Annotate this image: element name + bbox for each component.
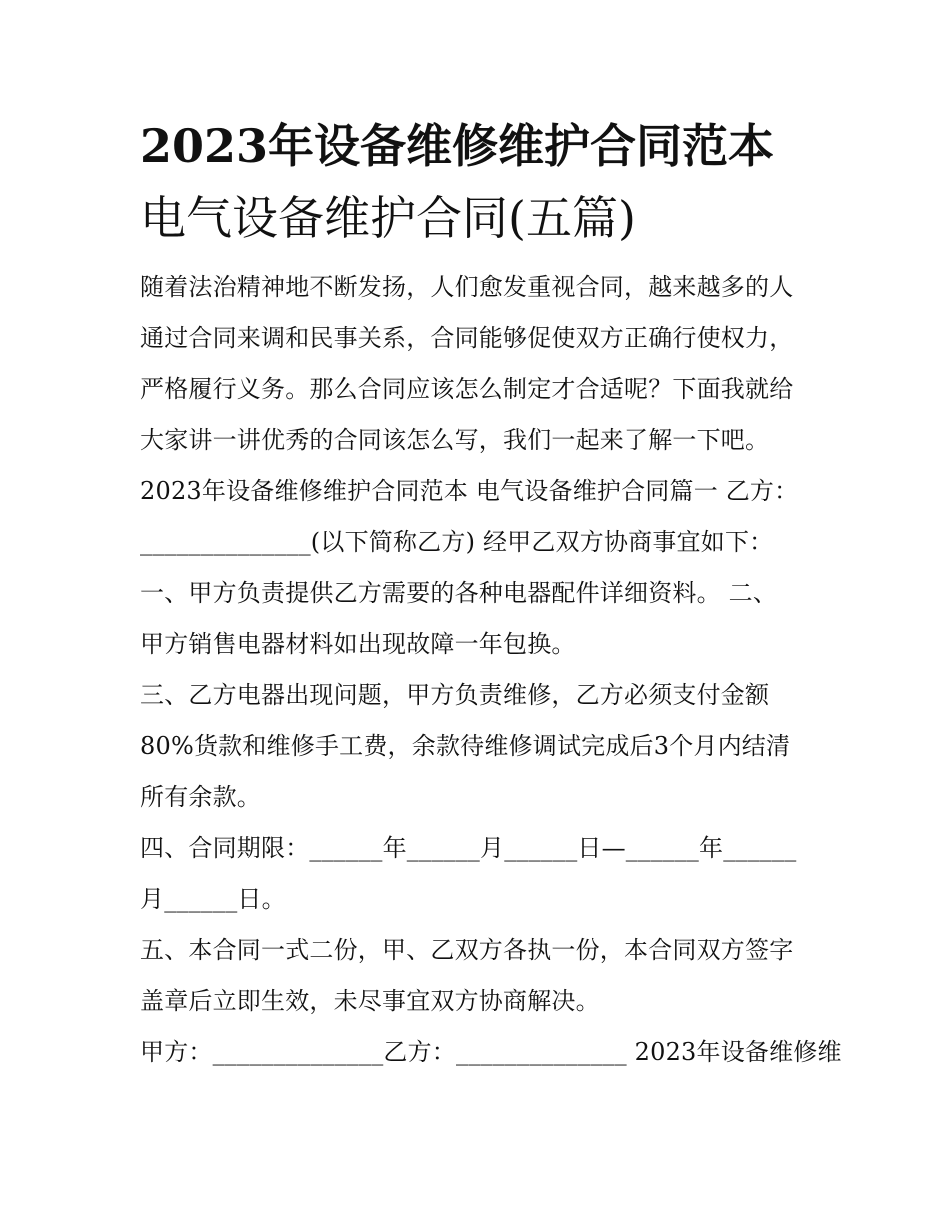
- body-line: 月______日。: [140, 885, 286, 913]
- body-line: 四、合同期限：______年______月______日—______年______: [140, 834, 797, 862]
- body-line: 通过合同来调和民事关系，合同能够促使双方正确行使权力，: [140, 324, 794, 352]
- body-line: 随着法治精神地不断发扬，人们愈发重视合同，越来越多的人: [140, 273, 794, 301]
- document-title: [140, 110, 815, 254]
- body-line: 一、甲方负责提供乙方需要的各种电器配件详细资料。 二、: [140, 579, 778, 607]
- title-line-1: 2023年设备维修维护合同范本: [140, 119, 775, 173]
- document-page: [140, 110, 842, 1078]
- body-line: 甲方：______________乙方：______________ 2023年设备维修维: [140, 1038, 842, 1066]
- body-line: 五、本合同一式二份，甲、乙双方各执一份，本合同双方签字: [140, 936, 794, 964]
- body-line: 盖章后立即生效，未尽事宜双方协商解决。: [140, 987, 600, 1015]
- body-line: 严格履行义务。那么合同应该怎么制定才合适呢？下面我就给: [140, 375, 794, 403]
- body-line: ______________(以下简称乙方) 经甲乙双方协商事宜如下：: [140, 528, 774, 556]
- body-line: 三、乙方电器出现问题，甲方负责维修，乙方必须支付金额: [140, 681, 770, 709]
- body-line: 甲方销售电器材料如出现故障一年包换。: [140, 630, 576, 658]
- body-line: 所有余款。: [140, 783, 261, 811]
- body-line: 2023年设备维修维护合同范本 电气设备维护合同篇一 乙方：: [140, 477, 799, 505]
- body-line: 大家讲一讲优秀的合同该怎么写，我们一起来了解一下吧。: [140, 426, 770, 454]
- body-line: 80%货款和维修手工费，余款待维修调试完成后3个月内结清: [140, 732, 791, 760]
- document-body: [140, 262, 842, 1078]
- title-line-2: 电气设备维护合同(五篇): [140, 191, 636, 245]
